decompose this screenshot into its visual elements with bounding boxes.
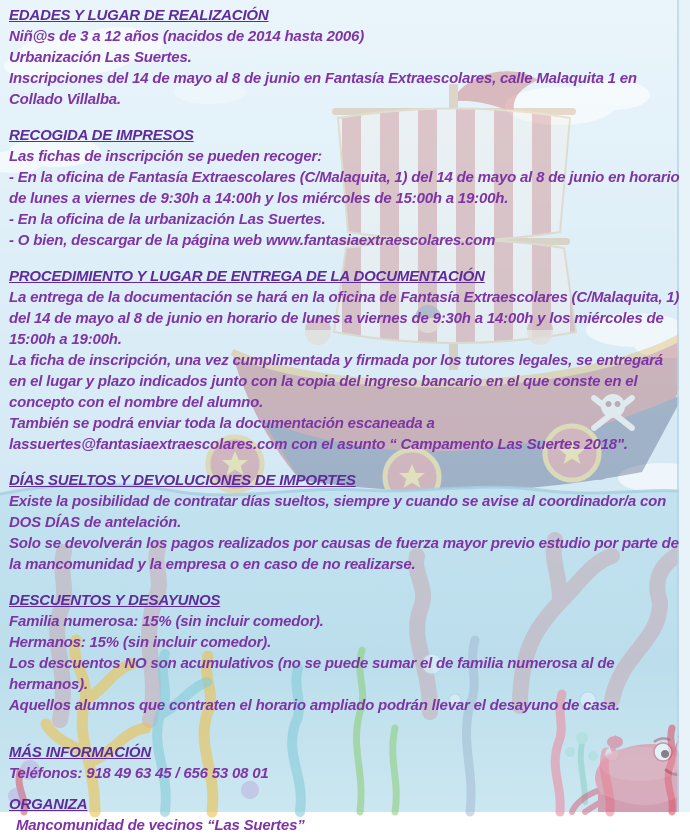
section-recogida bbox=[9, 125, 680, 251]
paragraph-website: - O bien, descargar de la página web www.fantasiaextraescolares.com bbox=[9, 232, 496, 249]
section-dias-sueltos bbox=[9, 470, 680, 575]
section-heading: RECOGIDA DE IMPRESOS bbox=[9, 127, 194, 144]
paragraph: La ficha de inscripción, una vez cumplimentada y firmada por los tutores legales, se entregará en el lugar y plazo indicados junto con la copia del ingreso bancario en el que conste en el concepto con el nombre del alumno. bbox=[9, 352, 663, 411]
section-mas-informacion bbox=[9, 742, 680, 784]
paragraph: Solo se devolverán los pagos realizados por causas de fuerza mayor previo estudio por parte de la mancomunidad y la empresa o en caso de no realizarse. bbox=[9, 535, 679, 573]
paragraph: Los descuentos NO son acumulativos (no se puede sumar el de familia numerosa al de hermanos). bbox=[9, 655, 615, 693]
section-heading: PROCEDIMIENTO Y LUGAR DE ENTREGA DE LA DOCUMENTACIÓN bbox=[9, 268, 485, 285]
paragraph-email: También se podrá enviar toda la documentación escaneada a lassuertes@fantasiaextraescolares.com con el asunto “ Campamento Las Suertes 2018". bbox=[9, 415, 628, 453]
paragraph: Familia numerosa: 15% (sin incluir comedor). bbox=[9, 613, 324, 630]
section-organiza bbox=[9, 794, 680, 836]
section-heading: DESCUENTOS Y DESAYUNOS bbox=[9, 592, 221, 609]
paragraph: Existe la posibilidad de contratar días sueltos, siempre y cuando se avise al coordinador/a con DOS DÍAS de antelación. bbox=[9, 493, 667, 531]
section-heading: MÁS INFORMACIÓN bbox=[9, 744, 151, 761]
section-heading: EDADES Y LUGAR DE REALIZACIÓN bbox=[9, 7, 269, 24]
paragraph: Hermanos: 15% (sin incluir comedor). bbox=[9, 634, 272, 651]
paragraph: Inscripciones del 14 de mayo al 8 de junio en Fantasía Extraescolares, calle Malaquita 1 en Collado Villalba. bbox=[9, 70, 637, 108]
section-descuentos bbox=[9, 590, 680, 716]
paragraph-organizer: Mancomunidad de vecinos “Las Suertes” bbox=[16, 817, 305, 834]
paragraph: Urbanización Las Suertes. bbox=[9, 49, 192, 66]
section-procedimiento bbox=[9, 266, 680, 455]
paragraph: Aquellos alumnos que contraten el horario ampliado podrán llevar el desayuno de casa. bbox=[9, 697, 620, 714]
paragraph: - En la oficina de la urbanización Las Suertes. bbox=[9, 211, 326, 228]
section-edades bbox=[9, 5, 680, 110]
paragraph: Niñ@s de 3 a 12 años (nacidos de 2014 hasta 2006) bbox=[9, 28, 364, 45]
paragraph-phones: Teléfonos: 918 49 63 45 / 656 53 08 01 bbox=[9, 765, 269, 782]
paragraph: La entrega de la documentación se hará en la oficina de Fantasía Extraescolares (C/Malaquita, 1) del 14 de mayo al 8 de junio en horario de lunes a viernes de 9:30h a 14:00h y los miércoles de 15:00h a 19:00h. bbox=[9, 289, 680, 348]
section-heading: ORGANIZA bbox=[9, 796, 88, 813]
paragraph: Las fichas de inscripción se pueden recoger: bbox=[9, 148, 322, 165]
section-heading: DÍAS SUELTOS Y DEVOLUCIONES DE IMPORTES bbox=[9, 472, 356, 489]
paragraph: - En la oficina de Fantasía Extraescolares (C/Malaquita, 1) del 14 de mayo al 8 de junio en horario de lunes a viernes de 9:30h a 14:00h y los miércoles de 15:00h a 19:00h. bbox=[9, 169, 680, 207]
